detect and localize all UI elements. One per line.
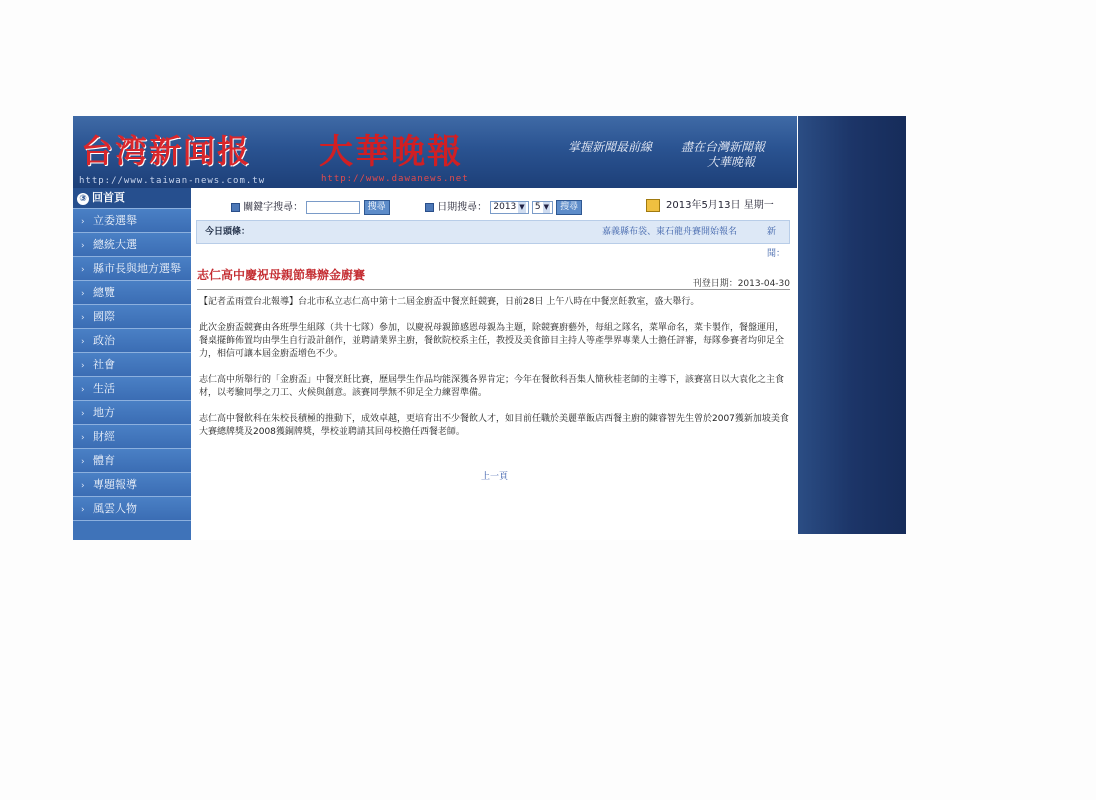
- main-content: [191, 188, 798, 540]
- chevron-right-icon: ›: [81, 337, 85, 347]
- sidebar-item-label: 政治: [93, 334, 115, 347]
- taiwan-news-url: http://www.taiwan-news.com.tw: [79, 176, 266, 186]
- header-slogan-1: 掌握新聞最前線: [568, 140, 653, 154]
- chevron-right-icon: ›: [81, 433, 85, 443]
- sidebar-item-label: 總統大選: [93, 238, 137, 251]
- chevron-down-icon: ▼: [519, 202, 525, 211]
- sidebar-item-local[interactable]: [73, 401, 191, 425]
- article-paragraph: 【記者孟雨萱台北報導】台北市私立志仁高中第十二屆金廚盃中餐烹飪競賽，日前28日 上午八時在中餐烹飪教室，盛大舉行。: [199, 297, 700, 307]
- date-search-label: 日期搜尋：: [437, 202, 488, 213]
- chevron-right-icon: ›: [81, 241, 85, 251]
- current-date: [646, 196, 774, 212]
- date-search-group: [425, 198, 582, 215]
- article-paragraph: 此次金廚盃競賽由各班學生組隊（共十七隊）參加，以慶祝母親節感恩母親為主題，除競賽廚藝外，每組之隊名，菜單命名，菜卡製作，餐盤運用，餐桌擺飾佈置均由學生自行設計創作，並聘請業界主廚，餐飲院校系主任，教授及美食節目主持人等產學界專業人士擔任評審，每隊參賽者均卯足全力，相信可讓本屆金廚盃增色不少。: [199, 323, 785, 359]
- chevron-right-icon: ›: [81, 409, 85, 419]
- sidebar-item-people[interactable]: [73, 497, 191, 521]
- article-paragraph: 志仁高中餐飲科在朱校長積極的推動下，成效卓越，更培育出不少餐飲人才，如目前任職於美麗華飯店西餐主廚的陳睿智先生曾於2007獲新加坡美食大賽總牌獎及2008獲銅牌獎，學校並聘請其回母校擔任西餐老師。: [199, 414, 789, 437]
- today-headline-bar: [196, 220, 790, 259]
- dahua-news-url: http://www.dawanews.net: [321, 174, 469, 184]
- sidebar-item-label: 體育: [93, 454, 115, 467]
- sidebar-item-label: 風雲人物: [93, 502, 137, 515]
- sidebar-item-label: 國際: [93, 310, 115, 323]
- sidebar-item-legislative-election[interactable]: [73, 209, 191, 233]
- chevron-right-icon: ›: [81, 505, 85, 515]
- sidebar-item-overview[interactable]: [73, 281, 191, 305]
- chevron-right-icon: ›: [81, 289, 85, 299]
- chevron-right-icon: ›: [81, 313, 85, 323]
- site-header: [73, 116, 797, 188]
- sidebar-item-society[interactable]: [73, 353, 191, 377]
- keyword-search-input[interactable]: [306, 201, 360, 214]
- chevron-down-icon: ▼: [543, 202, 549, 211]
- calendar-icon: [646, 199, 660, 212]
- keyword-search-button[interactable]: 搜尋: [364, 200, 390, 215]
- chevron-right-icon: ›: [81, 457, 85, 467]
- sidebar-item-presidential-election[interactable]: [73, 233, 191, 257]
- header-slogan-3: 大華晚報: [707, 155, 756, 169]
- sidebar-item-label: 社會: [93, 358, 115, 371]
- current-date-text: 2013年5月13日 星期一: [666, 200, 774, 211]
- search-bullet-icon: [425, 203, 434, 212]
- today-headline-link[interactable]: 嘉義縣布袋、東石龍舟賽開始報名: [602, 227, 738, 237]
- chevron-right-icon: ›: [81, 217, 85, 227]
- sidebar-item-label: 地方: [93, 406, 115, 419]
- search-bullet-icon: [231, 203, 240, 212]
- sidebar-item-label: 生活: [93, 382, 115, 395]
- chevron-right-icon: ›: [81, 385, 85, 395]
- article-title: 志仁高中慶祝母親節舉辦金廚賽: [197, 268, 366, 282]
- dahua-evening-logo[interactable]: 大華晚報: [319, 132, 463, 172]
- sidebar-item-local-election[interactable]: [73, 257, 191, 281]
- sidebar-item-life[interactable]: [73, 377, 191, 401]
- sidebar-item-politics[interactable]: [73, 329, 191, 353]
- sidebar-item-label: 總覽: [93, 286, 115, 299]
- sidebar-item-international[interactable]: [73, 305, 191, 329]
- sidebar-item-label: 財經: [93, 430, 115, 443]
- header-slogan-2: 盡在台灣新聞報: [681, 140, 766, 154]
- article-paragraph: 志仁高中所舉行的「金廚盃」中餐烹飪比賽，歷屆學生作品均能深獲各界肯定；今年在餐飲科吾集人簡秋桂老師的主導下，該賽富日以大袁化之主食材，以考驗同學之刀工、火候與創意。該賽同學無不卯足全力練習準備。: [199, 375, 785, 398]
- sidebar-nav: [73, 188, 191, 540]
- previous-page-link[interactable]: 上一頁: [481, 472, 509, 482]
- keyword-search-group: [231, 198, 390, 215]
- sidebar-home[interactable]: [73, 188, 191, 209]
- year-value: 2013: [493, 201, 517, 212]
- chevron-right-icon: ›: [81, 481, 85, 491]
- sidebar-item-special-reports[interactable]: [73, 473, 191, 497]
- search-bar: [191, 188, 798, 218]
- sidebar-item-label: 立委選舉: [93, 214, 137, 227]
- sidebar-item-label: 縣市長與地方選舉: [93, 262, 181, 275]
- website-screenshot: [73, 116, 907, 540]
- chevron-right-icon: ›: [81, 361, 85, 371]
- month-value: 5: [534, 201, 541, 212]
- year-select[interactable]: [490, 201, 528, 214]
- publish-date: 刊登日期：2013-04-30: [692, 279, 790, 289]
- right-side-panel: [798, 116, 906, 534]
- today-headline-label: 今日頭條：: [205, 227, 251, 237]
- home-label: 回首頁: [92, 191, 125, 204]
- chevron-right-icon: ›: [81, 265, 85, 275]
- date-search-button[interactable]: 搜尋: [556, 200, 582, 215]
- sidebar-item-sports[interactable]: [73, 449, 191, 473]
- sidebar-item-label: 專題報導: [93, 478, 137, 491]
- taiwan-news-logo[interactable]: 台湾新闻报: [81, 132, 252, 170]
- sidebar-item-finance[interactable]: [73, 425, 191, 449]
- month-select[interactable]: [532, 201, 553, 214]
- today-news-label: 新聞：: [767, 227, 786, 259]
- keyword-search-label: 關鍵字搜尋：: [243, 202, 304, 213]
- divider: [197, 289, 790, 290]
- home-number-icon: ③: [77, 193, 89, 205]
- article-body: [199, 296, 789, 452]
